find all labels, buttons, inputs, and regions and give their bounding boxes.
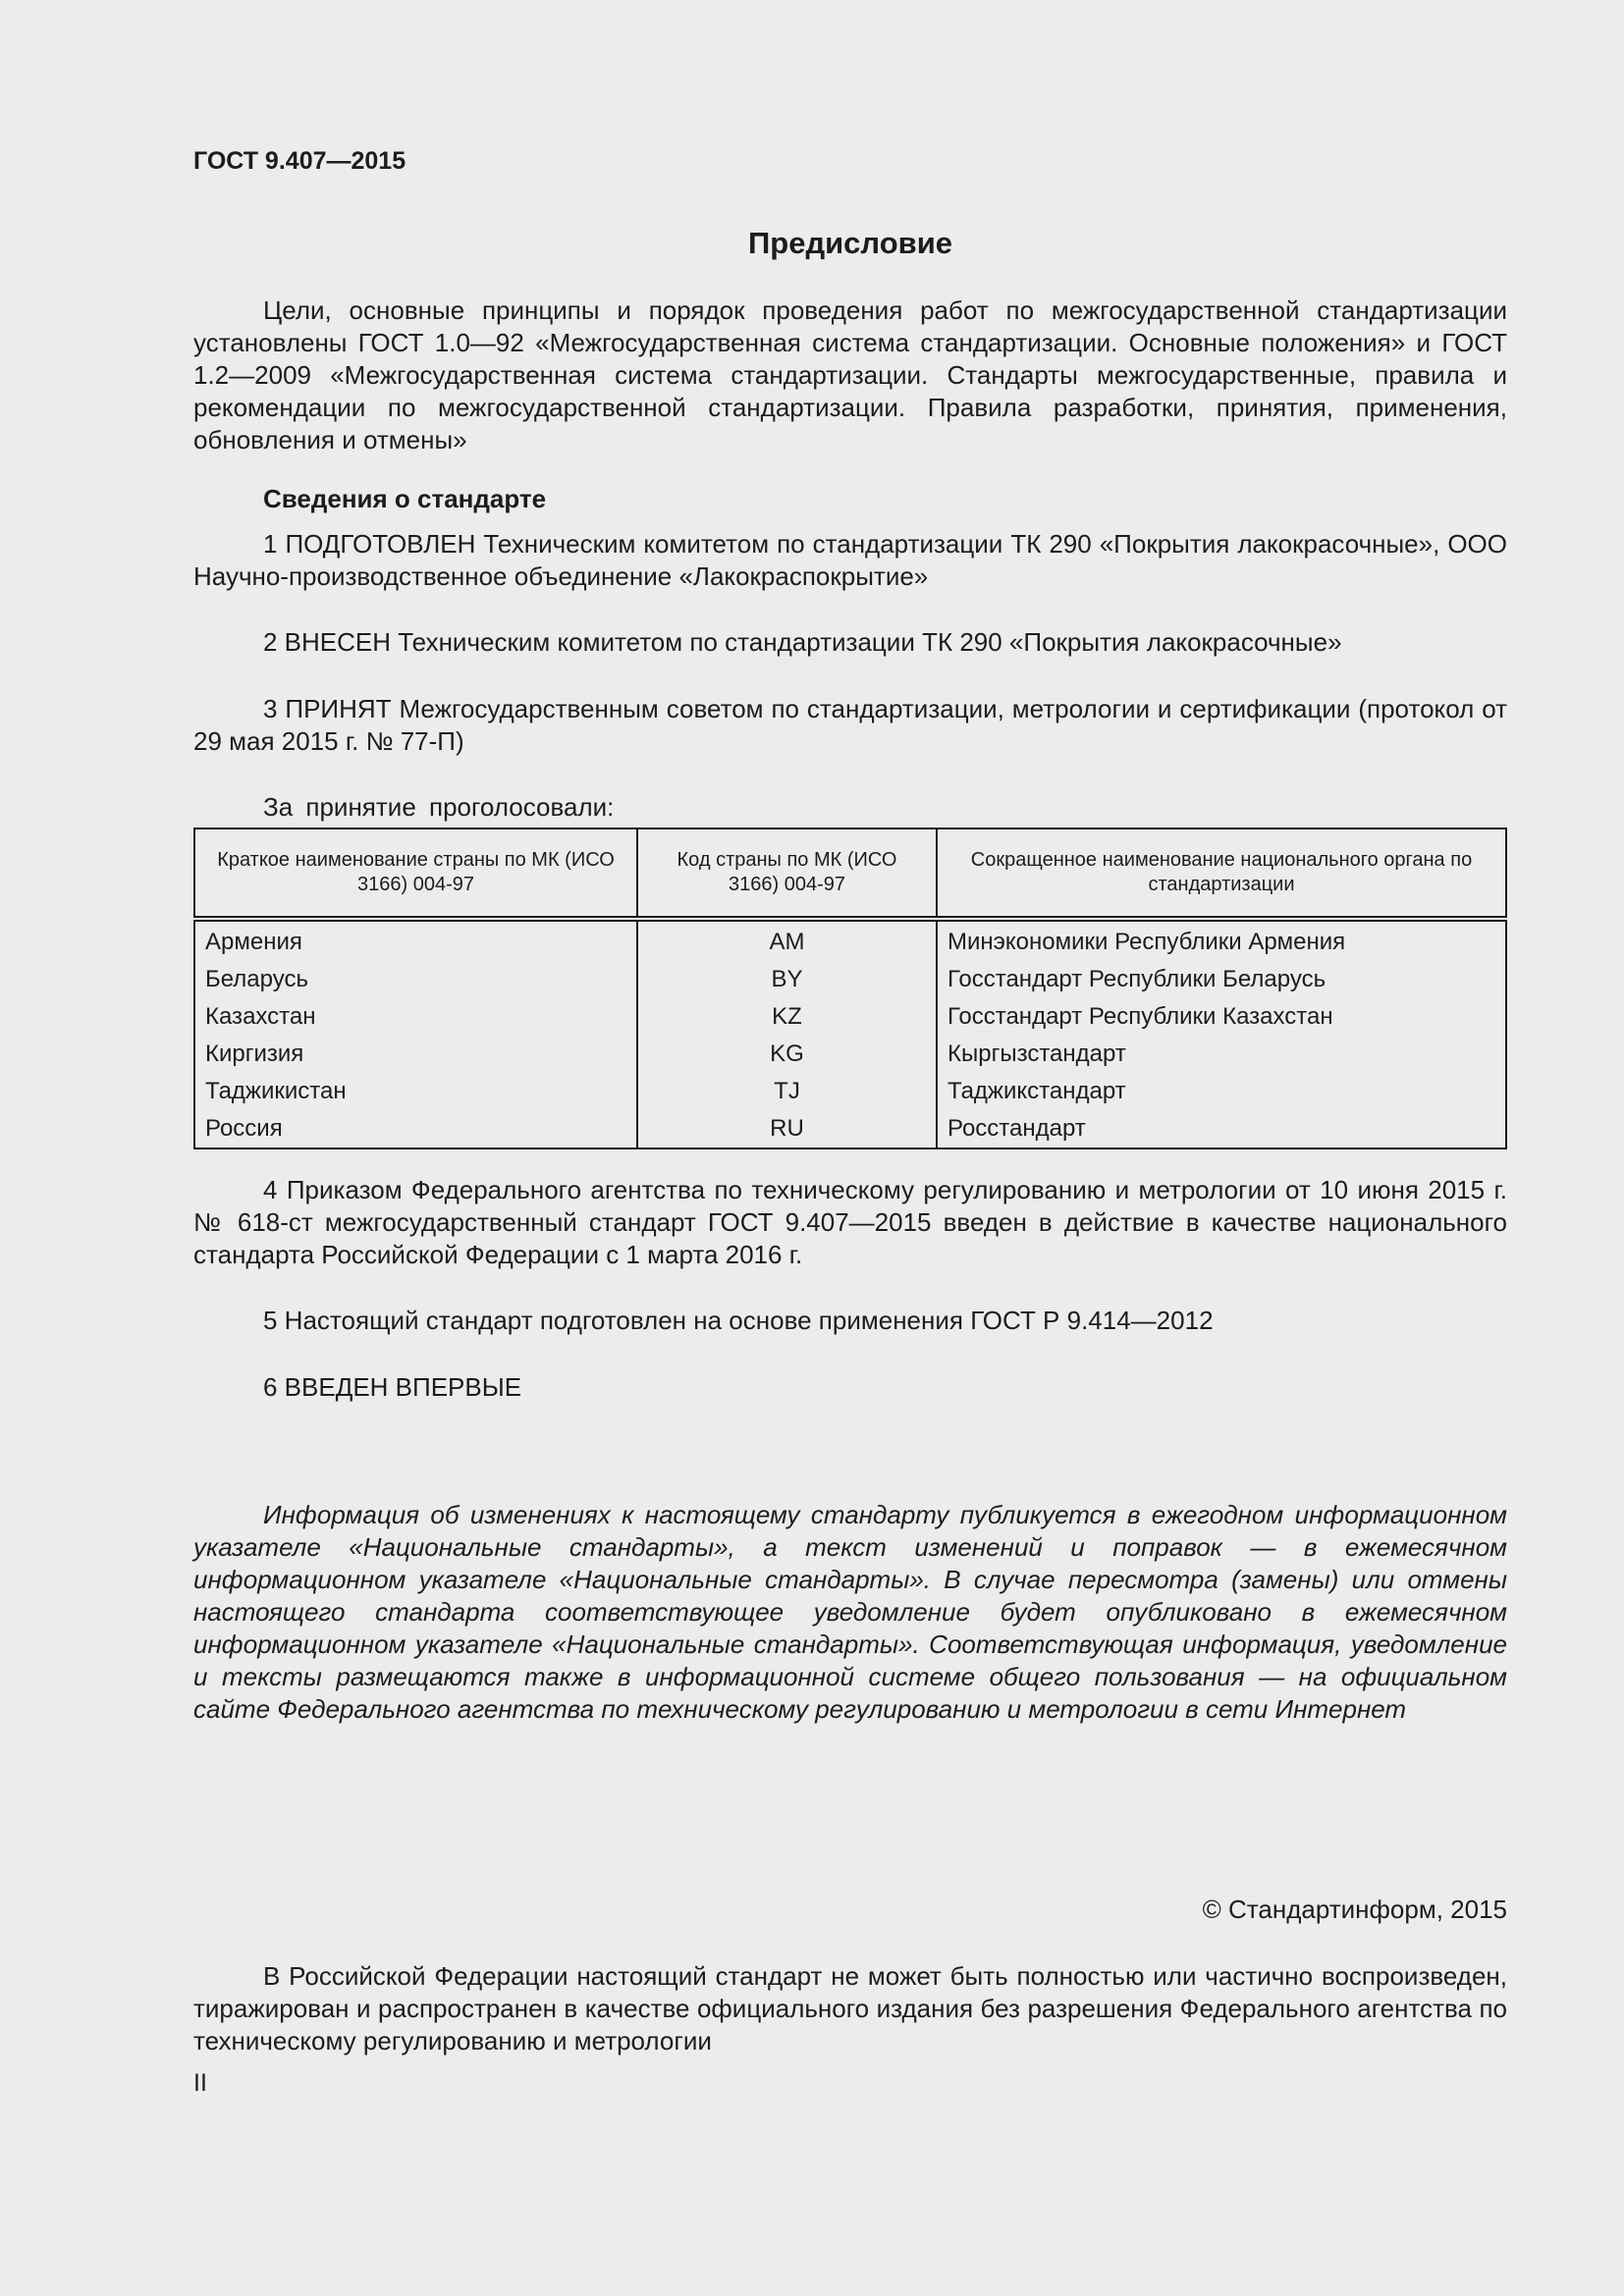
item-4-paragraph: 4 Приказом Федерального агентства по техническому регулированию и метрологии от 10 июня 2015 г. № 618-ст межгосударственный стандарт ГОСТ 9.407—2015 введен в действие в качестве национального стандарта Российской Федерации с 1 марта 2016 г. (193, 1175, 1507, 1269)
item-2-paragraph: 2 ВНЕСЕН Техническим комитетом по стандартизации ТК 290 «Покрытия лакокрасочные» (263, 627, 1342, 657)
item-3-paragraph: 3 ПРИНЯТ Межгосударственным советом по стандартизации, метрологии и сертификации (протокол от 29 мая 2015 г. № 77-П) (193, 694, 1507, 756)
body-cell: Таджикстандарт (947, 1078, 1126, 1104)
table-row (194, 1110, 1506, 1148)
info-notice-paragraph: Информация об изменениях к настоящему стандарту публикуется в ежегодном информационном указателе «Национальные стандарты», а текст изменений и поправок — в ежемесячном информационном указателе «Национальные стандарты». В случае пересмотра (замены) или отмены настоящего стандарта соответствующее уведомление будет опубликовано в ежемесячном информационном указателе «Национальные стандарты». Соответствующая информация, уведомление и тексты размещаются также в информационной системе общего пользования — на официальном сайте Федерального агентства по техническому регулированию и метрологии в сети Интернет (193, 1500, 1507, 1724)
country-cell: Армения (194, 919, 637, 961)
code-cell: AM (637, 919, 937, 961)
table-row (194, 919, 1506, 961)
code-cell: KG (637, 1036, 937, 1073)
section-subheading: Сведения о стандарте (263, 484, 547, 513)
code-cell: RU (637, 1110, 937, 1148)
table-header-country: Краткое наименование страны по МК (ИСО 3166) 004-97 (194, 828, 637, 919)
table-row (194, 998, 1506, 1036)
body-cell: Росстандарт (947, 1115, 1086, 1142)
country-cell: Таджикистан (194, 1073, 637, 1110)
table-row (194, 961, 1506, 998)
page-number: II (193, 2069, 207, 2097)
body-cell: Минэкономики Республики Армения (947, 929, 1346, 955)
page-title: Предисловие (747, 226, 952, 260)
intro-paragraph: Цели, основные принципы и порядок проведения работ по межгосударственной стандартизации установлены ГОСТ 1.0—92 «Межгосударственная система стандартизации. Основные положения» и ГОСТ 1.2—2009 «Межгосударственная система стандартизации. Стандарты межгосударственные, правила и рекомендации по межгосударственной стандартизации. Правила разработки, принятия, применения, обновления и отмены» (193, 295, 1507, 454)
body-cell: Госстандарт Республики Казахстан (947, 1003, 1333, 1030)
table-header-code: Код страны по МК (ИСО 3166) 004-97 (637, 828, 937, 919)
countries-table (193, 828, 1507, 1149)
body-cell: Госстандарт Республики Беларусь (947, 966, 1326, 992)
item-6-paragraph: 6 ВВЕДЕН ВПЕРВЫЕ (263, 1372, 522, 1402)
country-cell: Россия (194, 1110, 637, 1148)
document-header: ГОСТ 9.407—2015 (193, 147, 406, 175)
item-5-paragraph: 5 Настоящий стандарт подготовлен на основе применения ГОСТ Р 9.414—2012 (263, 1306, 1214, 1335)
item-1-paragraph: 1 ПОДГОТОВЛЕН Техническим комитетом по стандартизации ТК 290 «Покрытия лакокрасочные», ООО Научно-производственное объединение «Лакокраспокрытие» (193, 529, 1507, 591)
table-header-row (194, 828, 1506, 919)
code-cell: TJ (637, 1073, 937, 1110)
table-row (194, 1036, 1506, 1073)
table-row (194, 1073, 1506, 1110)
vote-label: За принятие проголосовали: (263, 792, 615, 822)
table-header-body: Сокращенное наименование национального органа по стандартизации (937, 828, 1506, 919)
country-cell: Казахстан (194, 998, 637, 1036)
copyright-line: © Стандартинформ, 2015 (1202, 1895, 1507, 1924)
body-cell: Кыргызстандарт (947, 1041, 1126, 1067)
reproduction-notice-paragraph: В Российской Федерации настоящий стандарт не может быть полностью или частично воспроизведен, тиражирован и распространен в качестве официального издания без разрешения Федерального агентства по техническому регулированию и метрологии (193, 1961, 1507, 2056)
code-cell: KZ (637, 998, 937, 1036)
country-cell: Беларусь (194, 961, 637, 998)
code-cell: BY (637, 961, 937, 998)
country-cell: Киргизия (194, 1036, 637, 1073)
